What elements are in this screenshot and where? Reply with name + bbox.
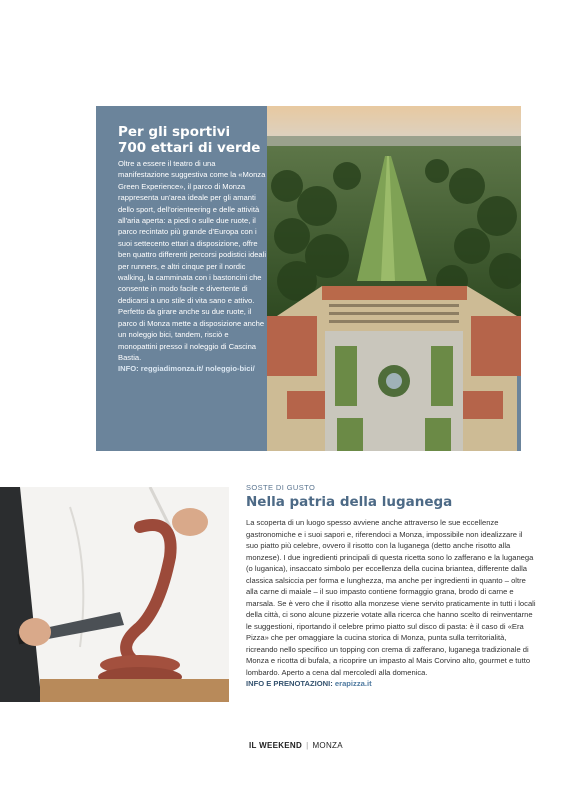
sport-title-line1: Per gli sportivi	[118, 124, 231, 140]
sport-title-line2: 700 ettari di verde	[118, 140, 261, 156]
butcher-luganega-photo	[0, 487, 229, 702]
gusto-title: Nella patria della luganega	[246, 494, 453, 510]
sport-info-link[interactable]: INFO: reggiadimonza.it/ noleggio-bici/	[118, 364, 255, 374]
sport-body: Oltre a essere il teatro di una manifestazione suggestiva come la «Monza Green Experience», il parco di Monza rappresenta un'area ideale per gli amanti dello sport, dell'orienteering e delle attività all'aria aperta: a piedi o sulle due ruote, il parco recintato più grande d'Europa con i suoi settecento ettari a disposizione, offre ben quattro differenti percorsi podistici ideali per runners, e altri cinque per il nordic walking, la camminata con i bastoncini che consente in modo facile e divertente di dedicarsi a uno stile di vita sano e attivo. Perfetto da girare anche su due ruote, il parco di Monza mette a disposizione anche un noleggio bici, tandem, risciò e monopattini presso il noleggio di Cascina Bastia.	[118, 159, 267, 362]
footer-brand: IL WEEKEND	[249, 741, 303, 750]
sport-text	[118, 124, 268, 375]
footer-separator: |	[306, 741, 309, 750]
section-kicker: SOSTE DI GUSTO	[246, 483, 316, 492]
gusto-article	[246, 483, 536, 690]
gusto-info-label: INFO E PRENOTAZIONI:	[246, 679, 333, 688]
sport-box	[96, 106, 521, 451]
sport-title	[118, 124, 268, 156]
aerial-villa-reale-photo	[267, 106, 521, 451]
gusto-info	[246, 678, 536, 690]
gusto-info-link[interactable]: erapizza.it	[334, 679, 372, 688]
gusto-body: La scoperta di un luogo spesso avviene anche attraverso le sue eccellenze gastronomiche e i suoi sapori e, riferendoci a Monza, impossibile non idealizzare il suo piatto più celebre, ovvero il risotto con la luganega (detto anche risotto alla monzese). I due ingredienti principali di questa ricetta sono lo zafferano e la luganega (o luganica), insaccato simbolo per eccellenza della cucina briantea, differente dalla classica salsiccia per forma e lunghezza, ma anche per ingredienti in quanto – oltre alla carne di maiale – il suo impasto contiene formaggio grana, brodo di carne e marsala. Se è vero che il risotto alla monzese viene servito praticamente in tutti i locali della città, ci sono alcune pizzerie votate alla ricerca che hanno scelto di reinventarne le suggestioni, riportando il celebre primo piatto sul disco di pasta: è il caso di «Era Pizza» che per omaggiare la cucina storica di Monza, punta sulla territorialità, ricreando nello specifico un topping con crema di zafferano, luganega tradizionale di Monza e ricotta di bufala, a ricoprire un impasto al Mais Corvino alto, gourmet e tutto lombardo. Aperto a cena dal mercoledì alla domenica.	[246, 518, 536, 677]
page-footer	[249, 741, 343, 750]
footer-section: MONZA	[312, 741, 343, 750]
